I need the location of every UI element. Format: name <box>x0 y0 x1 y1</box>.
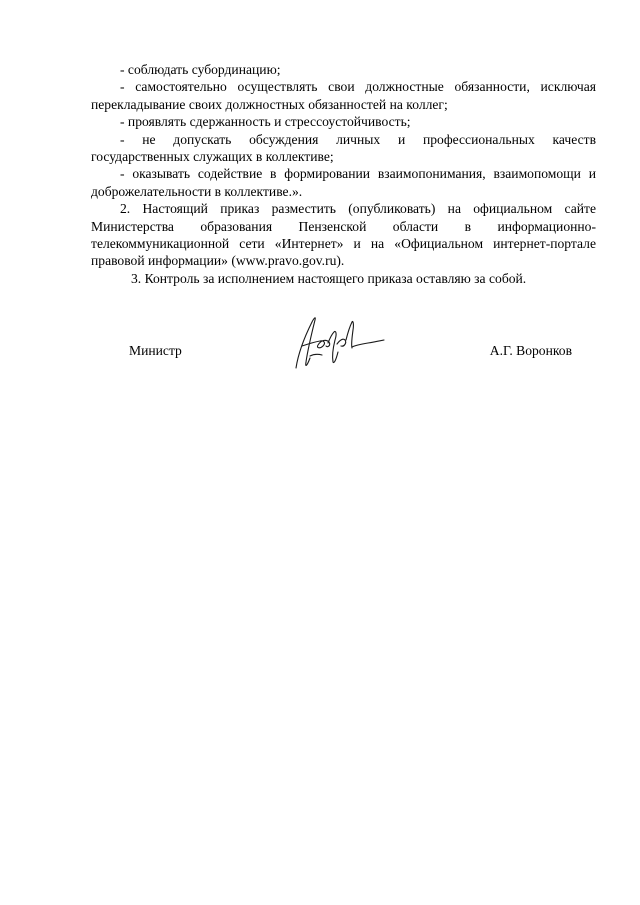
list-item-restraint: - проявлять сдержанность и стрессоустойчивость; <box>120 114 411 130</box>
list-item-duties: - самостоятельно осуществлять свои должностные обязанности, исключая перекладывание своих должностных обязанностей на коллег; <box>91 79 596 112</box>
document-body <box>91 61 596 287</box>
list-item-subordination: - соблюдать субординацию; <box>120 62 281 77</box>
signatory-role: Министр <box>129 343 182 358</box>
list-item-assistance: - оказывать содействие в формировании взаимопонимания, взаимопомощи и доброжелательности в коллективе.». <box>91 166 596 199</box>
clause-2-publication: 2. Настоящий приказ разместить (опубликовать) на официальном сайте Министерства образования Пензенской области в информационно-телекоммуникационной сети «Интернет» и на «Официальном интернет-портале правовой информации» (www.pravo.gov.ru). <box>91 201 596 269</box>
clause-3-control: 3. Контроль за исполнением настоящего приказа оставляю за собой. <box>131 270 527 286</box>
signatory-name: А.Г. Воронков <box>489 343 572 358</box>
handwritten-signature-icon <box>288 310 388 380</box>
list-item-no-discussion: - не допускать обсуждения личных и профессиональных качеств государственных служащих в коллективе; <box>91 131 596 165</box>
